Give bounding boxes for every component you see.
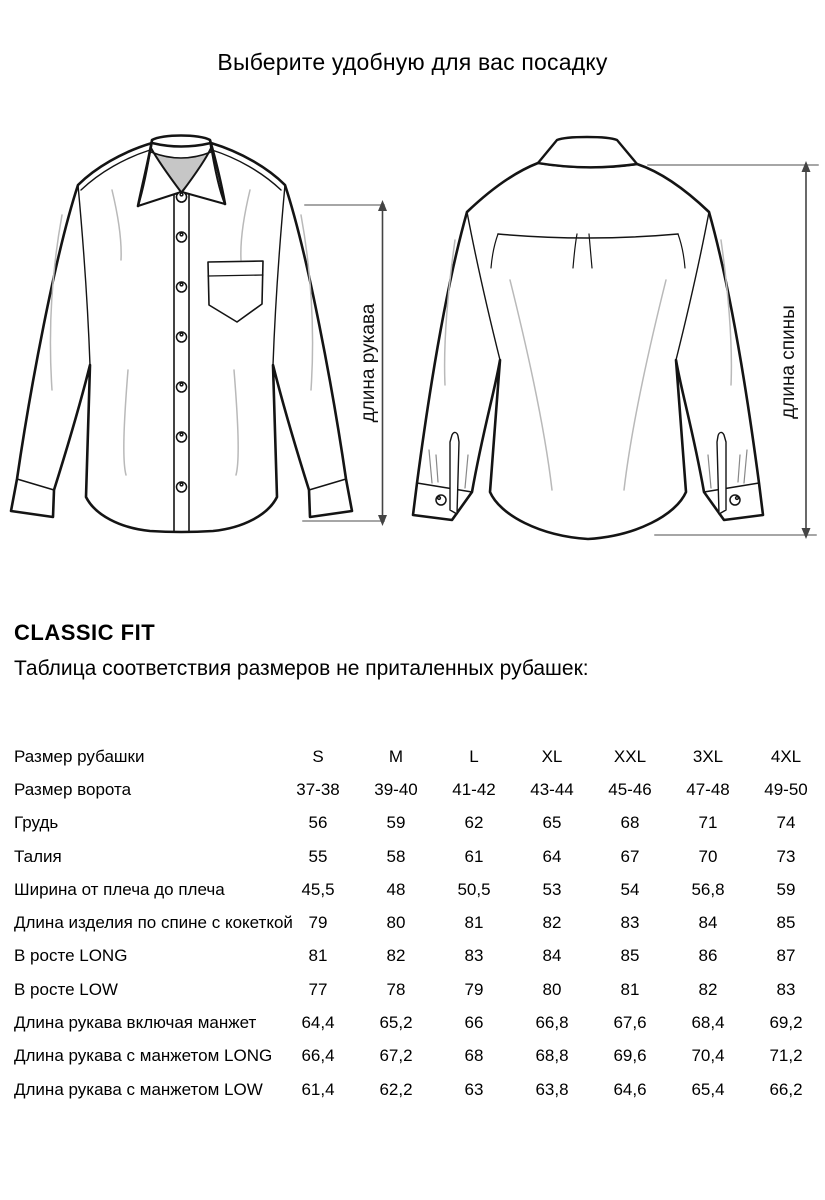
row-value: 70,4 [691, 1046, 725, 1066]
shirt-figure [0, 130, 825, 570]
row-label: Длина изделия по спине с кокеткой [14, 913, 293, 933]
row-label: Размер ворота [14, 779, 132, 799]
row-label: Размер рубашки [14, 746, 145, 766]
row-value: 78 [386, 979, 406, 999]
row-label: Длина рукава включая манжет [14, 1013, 257, 1033]
row-value: 68,8 [535, 1046, 569, 1066]
row-value: 37-38 [296, 779, 340, 799]
row-value: 47-48 [686, 779, 730, 799]
row-value: 68,4 [691, 1013, 725, 1033]
size-table [0, 740, 825, 1106]
row-value: 83 [776, 979, 796, 999]
row-value: 80 [542, 979, 562, 999]
row-value: S [312, 746, 324, 766]
row-value: 85 [776, 913, 796, 933]
row-value: 59 [776, 879, 796, 899]
row-value: 86 [698, 946, 718, 966]
row-value: 4XL [770, 746, 802, 766]
table-row [0, 1006, 825, 1039]
row-value: 58 [386, 846, 406, 866]
table-row [0, 1040, 825, 1073]
row-value: 68 [464, 1046, 484, 1066]
row-value: 67 [620, 846, 640, 866]
row-value: 84 [542, 946, 562, 966]
row-value: 79 [464, 979, 484, 999]
table-row [0, 773, 825, 806]
back-collar [538, 137, 637, 167]
table-row [0, 973, 825, 1006]
row-value: 64,6 [613, 1079, 647, 1099]
row-value: 3XL [692, 746, 724, 766]
row-label: Талия [14, 846, 62, 866]
row-value: 82 [698, 979, 718, 999]
row-label: Ширина от плеча до плеча [14, 879, 225, 899]
row-value: 56,8 [691, 879, 725, 899]
row-value: 82 [386, 946, 406, 966]
page-title: Выберите удобную для вас посадку [217, 49, 608, 75]
row-value: 80 [386, 913, 406, 933]
row-value: 66,8 [535, 1013, 569, 1033]
table-row [0, 740, 825, 773]
row-value: 68 [620, 813, 640, 833]
row-value: 48 [386, 879, 406, 899]
row-value: 66,4 [301, 1046, 335, 1066]
row-value: 74 [776, 813, 796, 833]
row-value: M [388, 746, 404, 766]
row-value: 41-42 [452, 779, 496, 799]
row-value: 81 [308, 946, 328, 966]
row-value: 63 [464, 1079, 484, 1099]
row-value: 62,2 [379, 1079, 413, 1099]
row-value: 67,6 [613, 1013, 647, 1033]
row-value: 71 [698, 813, 718, 833]
row-label: В росте LOW [14, 979, 118, 999]
shirt-front-drawing [11, 136, 352, 533]
row-value: 61 [464, 846, 484, 866]
row-value: 71,2 [769, 1046, 803, 1066]
row-value: 87 [776, 946, 796, 966]
row-value: 67,2 [379, 1046, 413, 1066]
table-row [0, 906, 825, 939]
row-value: 56 [308, 813, 328, 833]
row-value: 70 [698, 846, 718, 866]
row-value: 45-46 [608, 779, 652, 799]
row-value: 63,8 [535, 1079, 569, 1099]
row-value: L [469, 746, 479, 766]
row-value: 39-40 [374, 779, 418, 799]
table-row [0, 940, 825, 973]
back-length-label: длина спины [778, 305, 799, 419]
row-value: XXL [613, 746, 647, 766]
row-value: 62 [464, 813, 484, 833]
row-value: 65 [542, 813, 562, 833]
row-value: 83 [464, 946, 484, 966]
row-value: 83 [620, 913, 640, 933]
row-value: 59 [386, 813, 406, 833]
row-label: Длина рукава с манжетом LOW [14, 1079, 263, 1099]
row-value: 45,5 [301, 879, 335, 899]
row-value: 65,2 [379, 1013, 413, 1033]
row-value: 81 [620, 979, 640, 999]
fit-heading: CLASSIC FIT [14, 620, 156, 645]
row-value: 66 [464, 1013, 484, 1033]
row-value: 77 [308, 979, 328, 999]
table-subtitle: Таблица соответствия размеров не приталенных рубашек: [14, 657, 589, 680]
table-row [0, 807, 825, 840]
table-row [0, 1073, 825, 1106]
row-value: 85 [620, 946, 640, 966]
row-value: 54 [620, 879, 640, 899]
row-value: 73 [776, 846, 796, 866]
row-value: 55 [308, 846, 328, 866]
row-label: В росте LONG [14, 946, 128, 966]
row-value: 64 [542, 846, 562, 866]
table-row [0, 840, 825, 873]
row-value: 84 [698, 913, 718, 933]
sleeve-length-label: длина рукава [358, 303, 379, 423]
row-value: 61,4 [301, 1079, 335, 1099]
row-value: 53 [542, 879, 562, 899]
row-value: 43-44 [530, 779, 574, 799]
table-row [0, 873, 825, 906]
row-value: 49-50 [764, 779, 808, 799]
row-value: 69,2 [769, 1013, 803, 1033]
row-value: 69,6 [613, 1046, 647, 1066]
row-value: 79 [308, 913, 328, 933]
row-value: 50,5 [457, 879, 491, 899]
row-label: Грудь [14, 813, 59, 833]
row-value: 81 [464, 913, 484, 933]
row-value: 66,2 [769, 1079, 803, 1099]
shirt-back-drawing [413, 137, 763, 539]
row-value: XL [541, 746, 563, 766]
row-value: 65,4 [691, 1079, 725, 1099]
row-value: 64,4 [301, 1013, 335, 1033]
row-value: 82 [542, 913, 562, 933]
row-label: Длина рукава с манжетом LONG [14, 1046, 273, 1066]
